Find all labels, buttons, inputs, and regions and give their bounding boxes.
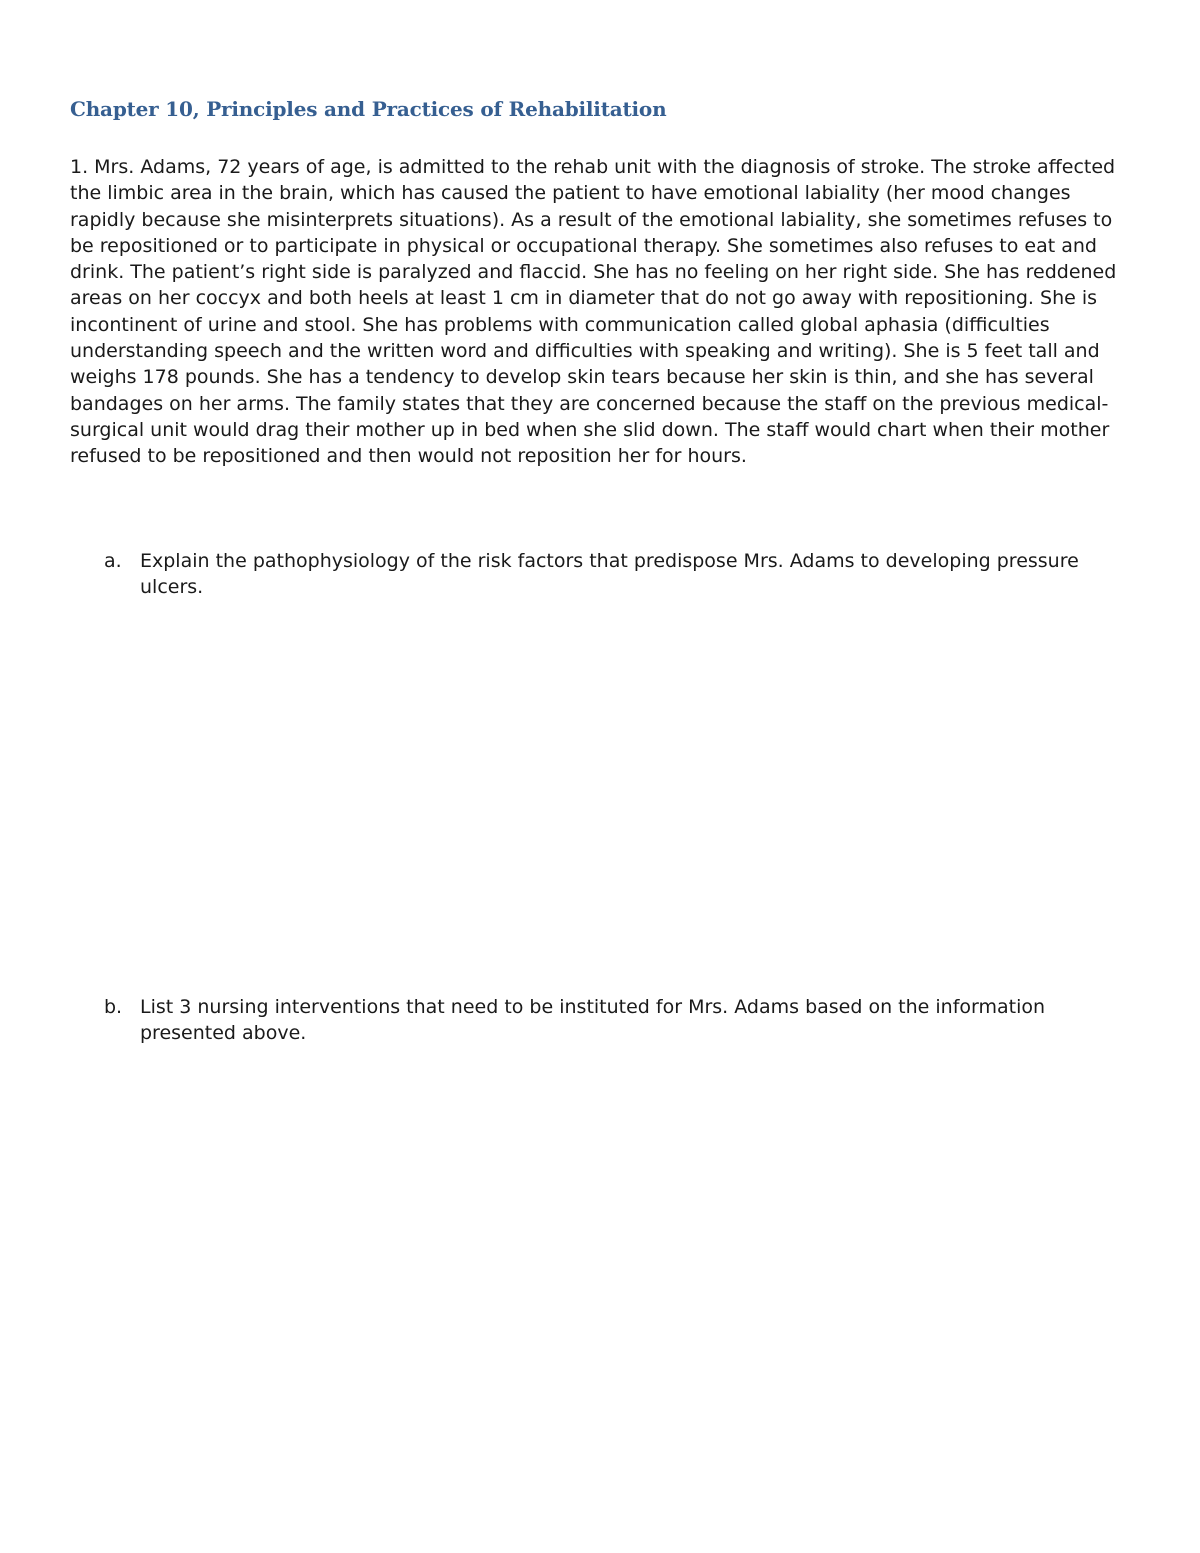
- question-b-text: List 3 nursing interventions that need to be instituted for Mrs. Adams based on the information presented above.: [140, 996, 1046, 1045]
- question-a: [104, 548, 1124, 601]
- question-b: [104, 994, 1124, 1047]
- case-study-paragraph: 1. Mrs. Adams, 72 years of age, is admitted to the rehab unit with the diagnosis of stroke. The stroke affected the limbic area in the brain, which has caused the patient to have emotional labiality (her mood changes rapidly because she misinterprets situations). As a result of the emotional labiality, she sometimes refuses to be repositioned or to participate in physical or occupational therapy. She sometimes also refuses to eat and drink. The patient’s right side is paralyzed and flaccid. She has no feeling on her right side. She has reddened areas on her coccyx and both heels at least 1 cm in diameter that do not go away with repositioning. She is incontinent of urine and stool. She has problems with communication called global aphasia (difficulties understanding speech and the written word and difficulties with speaking and writing). She is 5 feet tall and weighs 178 pounds. She has a tendency to develop skin tears because her skin is thin, and she has several bandages on her arms. The family states that they are concerned because the staff on the previous medical-surgical unit would drag their mother up in bed when she slid down. The staff would chart when their mother refused to be repositioned and then would not reposition her for hours.: [70, 156, 1117, 468]
- question-a-text: Explain the pathophysiology of the risk factors that predispose Mrs. Adams to developing pressure ulcers.: [140, 550, 1079, 599]
- question-a-marker: a.: [104, 550, 122, 572]
- chapter-title: Chapter 10, Principles and Practices of Rehabilitation: [70, 97, 667, 121]
- question-b-marker: b.: [104, 996, 123, 1018]
